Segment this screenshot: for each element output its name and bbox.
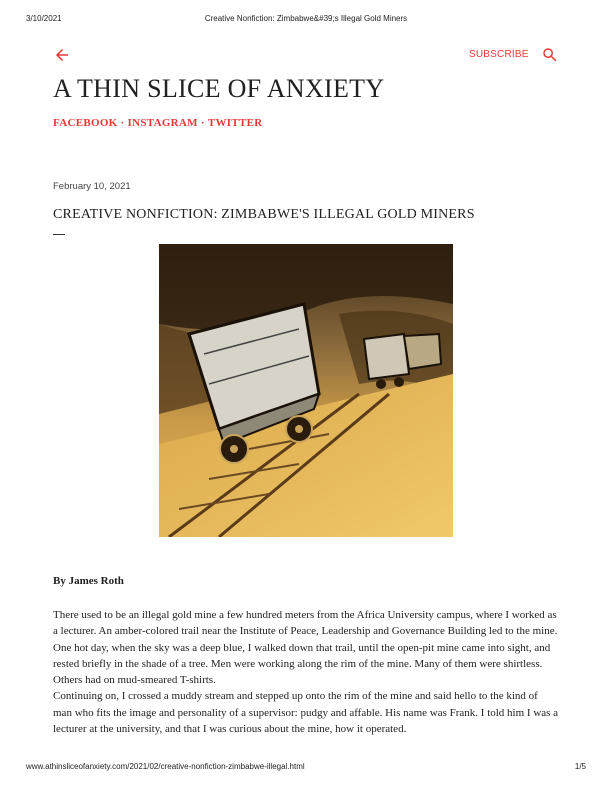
print-url: www.athinsliceofanxiety.com/2021/02/creative-nonfiction-zimbabwe-illegal.html bbox=[26, 762, 305, 771]
post-date: February 10, 2021 bbox=[53, 181, 131, 192]
title-divider bbox=[53, 234, 65, 235]
post-byline: By James Roth bbox=[53, 575, 124, 587]
print-header bbox=[26, 14, 586, 26]
social-links bbox=[53, 117, 263, 129]
site-title[interactable]: A THIN SLICE OF ANXIETY bbox=[53, 74, 385, 103]
post-body bbox=[53, 607, 559, 737]
separator: · bbox=[120, 117, 125, 129]
page-number: 1/5 bbox=[574, 762, 586, 771]
print-footer bbox=[26, 762, 586, 774]
mine-cart-image bbox=[159, 244, 453, 537]
subscribe-button[interactable]: SUBSCRIBE bbox=[469, 49, 529, 60]
separator: · bbox=[200, 117, 205, 129]
print-date: 3/10/2021 bbox=[26, 14, 62, 23]
paragraph: There used to be an illegal gold mine a few hundred meters from the Africa University campus, where I worked as a lecturer. An amber-colored trail near the Institute of Peace, Leadership and Governance Building led to the mine. bbox=[53, 609, 558, 638]
paragraph: Continuing on, I crossed a muddy stream and stepped up onto the rim of the mine and said hello to the kind of man who fits the image and personality of a supervisor: pudgy and affable. His name was Frank. I told him I was a lecturer at the university, and that I was curious about the mine, how it operated. bbox=[53, 690, 559, 736]
twitter-link[interactable]: TWITTER bbox=[207, 117, 263, 129]
paragraph: One hot day, when the sky was a deep blue, I walked down that trail, until the open-pit mine came into sight, and rested briefly in the shade of a tree. Men were working along the rim of the mine. Many of them were shirtless. Others had on mud-smeared T-shirts. bbox=[53, 641, 551, 687]
print-page-title: Creative Nonfiction: Zimbabwe&#39;s Illegal Gold Miners bbox=[204, 14, 408, 23]
arrow-left-icon[interactable] bbox=[53, 46, 71, 64]
instagram-link[interactable]: INSTAGRAM bbox=[127, 117, 198, 129]
facebook-link[interactable]: FACEBOOK bbox=[53, 117, 118, 129]
post-title: CREATIVE NONFICTION: ZIMBABWE'S ILLEGAL GOLD MINERS bbox=[53, 207, 475, 222]
search-icon[interactable] bbox=[541, 46, 559, 64]
